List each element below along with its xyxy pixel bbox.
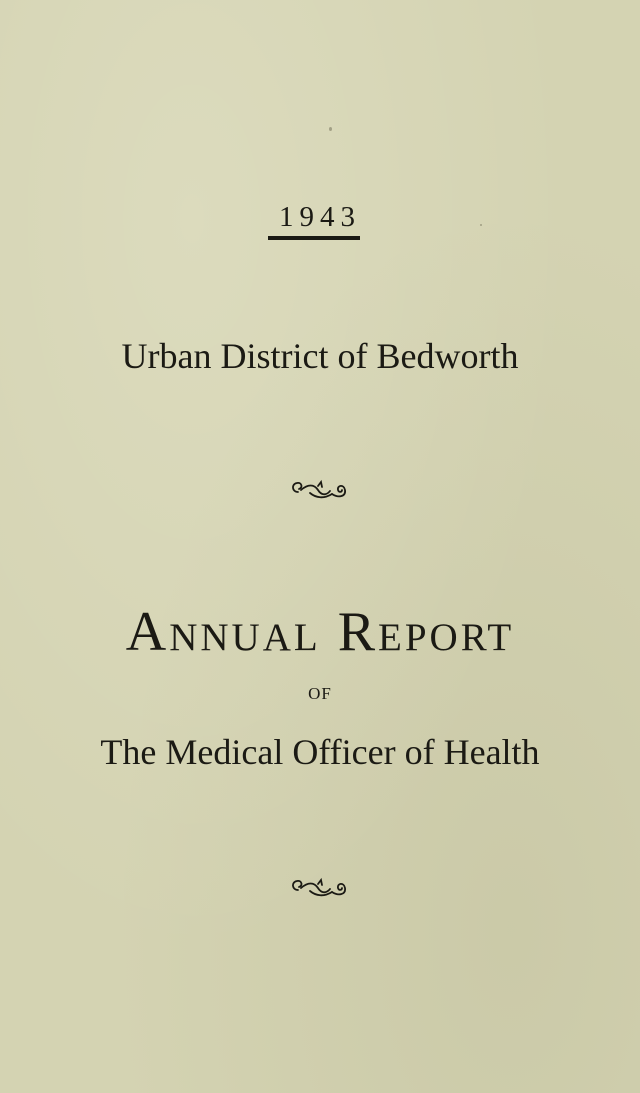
district-name: Urban District of Bedworth — [121, 336, 519, 376]
scroll-ornament-icon — [0, 876, 640, 907]
of-label: OF — [308, 684, 332, 703]
report-title: Annual Report — [125, 601, 515, 663]
scroll-ornament-icon — [0, 478, 640, 509]
report-year: 1943 — [279, 201, 361, 233]
report-subtitle: The Medical Officer of Health — [100, 732, 540, 772]
paper-speck — [329, 127, 332, 131]
year-underline — [268, 236, 360, 240]
